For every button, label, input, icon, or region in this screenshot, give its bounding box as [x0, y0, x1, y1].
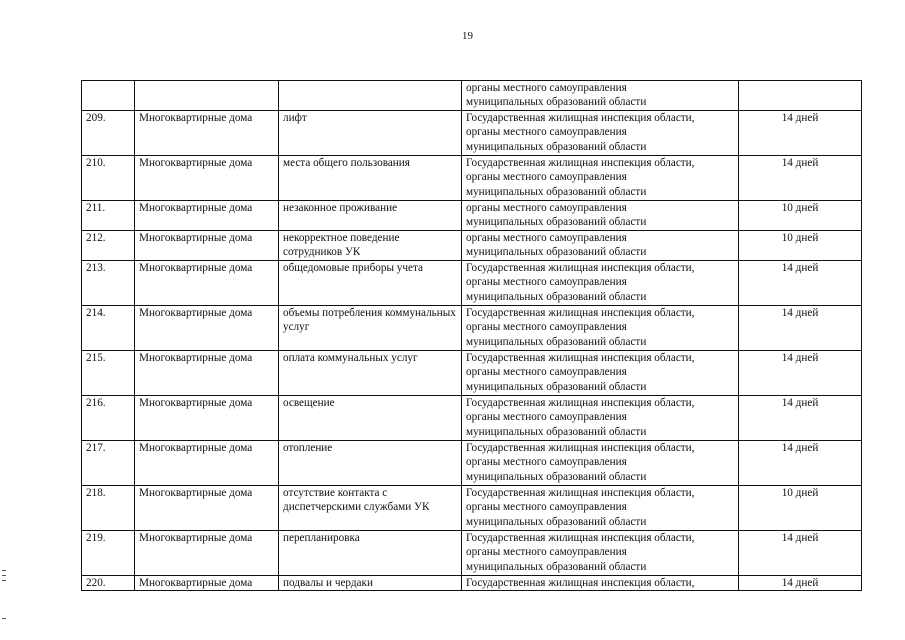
- responsible-body-cell: [462, 111, 739, 156]
- responsible-body-line: Государственная жилищная инспекция области,: [466, 442, 695, 454]
- scan-edge-mark: [2, 580, 6, 581]
- object-cell: Многоквартирные дома: [135, 111, 279, 156]
- object-cell: Многоквартирные дома: [135, 396, 279, 441]
- topic-cell: подвалы и чердаки: [279, 576, 462, 591]
- object-cell: [135, 81, 279, 111]
- responsible-body-line: Государственная жилищная инспекция области,: [466, 487, 695, 499]
- registry-table-body: [82, 81, 862, 591]
- table-row: [82, 156, 862, 201]
- table-row-continuation: [82, 81, 862, 111]
- responsible-body-line: органы местного самоуправления: [466, 126, 627, 139]
- topic-cell: незаконное проживание: [279, 201, 462, 231]
- scan-edge-mark: [2, 575, 6, 576]
- page-number: 19: [462, 30, 473, 42]
- responsible-body-line: органы местного самоуправления: [466, 546, 627, 559]
- period-cell: 10 дней: [739, 231, 862, 261]
- topic-cell: отопление: [279, 441, 462, 486]
- period-cell: 14 дней: [739, 306, 862, 351]
- responsible-body-line: муниципальных образований области: [466, 560, 647, 573]
- table-row: [82, 231, 862, 261]
- responsible-body-line: Государственная жилищная инспекция области,: [466, 307, 695, 319]
- topic-cell: освещение: [279, 396, 462, 441]
- table-row: [82, 306, 862, 351]
- period-cell: 14 дней: [739, 396, 862, 441]
- object-cell: Многоквартирные дома: [135, 156, 279, 201]
- object-cell: Многоквартирные дома: [135, 306, 279, 351]
- table-row: [82, 441, 862, 486]
- responsible-body-line: Государственная жилищная инспекция области,: [466, 532, 695, 544]
- row-number-cell: 211.: [82, 201, 135, 231]
- responsible-body-cell: [462, 231, 739, 261]
- responsible-body-line: органы местного самоуправления: [466, 366, 627, 379]
- responsible-body-line: муниципальных образований области: [466, 470, 647, 483]
- responsible-body-cell: [462, 441, 739, 486]
- responsible-body-line: муниципальных образований области: [466, 425, 647, 438]
- period-cell: 14 дней: [739, 156, 862, 201]
- responsible-body-line: муниципальных образований области: [466, 96, 647, 109]
- scan-edge-mark: [2, 570, 6, 571]
- topic-cell: оплата коммунальных услуг: [279, 351, 462, 396]
- period-cell: 14 дней: [739, 441, 862, 486]
- topic-cell: перепланировка: [279, 531, 462, 576]
- topic-cell: некорректное поведение сотрудников УК: [279, 231, 462, 261]
- row-number-cell: 210.: [82, 156, 135, 201]
- row-number-cell: 217.: [82, 441, 135, 486]
- responsible-body-line: Государственная жилищная инспекция области,: [466, 352, 695, 364]
- responsible-body-line: Государственная жилищная инспекция области,: [466, 397, 695, 409]
- responsible-body-line: органы местного самоуправления: [466, 171, 627, 184]
- table-row: [82, 396, 862, 441]
- responsible-body-line: Государственная жилищная инспекция области,: [466, 112, 695, 124]
- row-number-cell: 214.: [82, 306, 135, 351]
- object-cell: Многоквартирные дома: [135, 576, 279, 591]
- object-cell: Многоквартирные дома: [135, 201, 279, 231]
- scan-edge-mark: [2, 618, 6, 619]
- table-row: [82, 261, 862, 306]
- row-number-cell: [82, 81, 135, 111]
- registry-table: [81, 80, 862, 591]
- responsible-body-line: органы местного самоуправления: [466, 501, 627, 514]
- responsible-body-line: органы местного самоуправления: [466, 321, 627, 334]
- period-cell: 14 дней: [739, 111, 862, 156]
- period-cell: 14 дней: [739, 531, 862, 576]
- responsible-body-cell: [462, 396, 739, 441]
- table-row: [82, 531, 862, 576]
- responsible-body-cell: [462, 351, 739, 396]
- topic-cell: объемы потребления коммунальных услуг: [279, 306, 462, 351]
- topic-cell: лифт: [279, 111, 462, 156]
- object-cell: Многоквартирные дома: [135, 231, 279, 261]
- object-cell: Многоквартирные дома: [135, 261, 279, 306]
- table-row: [82, 201, 862, 231]
- responsible-body-line: органы местного самоуправления: [466, 232, 627, 244]
- responsible-body-line: муниципальных образований области: [466, 185, 647, 198]
- period-cell: 14 дней: [739, 576, 862, 591]
- row-number-cell: 209.: [82, 111, 135, 156]
- row-number-cell: 213.: [82, 261, 135, 306]
- responsible-body-line: Государственная жилищная инспекция области,: [466, 157, 695, 169]
- topic-cell: места общего пользования: [279, 156, 462, 201]
- topic-cell: [279, 81, 462, 111]
- table-row: [82, 486, 862, 531]
- table-row: [82, 111, 862, 156]
- responsible-body-cell: [462, 201, 739, 231]
- row-number-cell: 219.: [82, 531, 135, 576]
- responsible-body-line: муниципальных образований области: [466, 246, 647, 259]
- responsible-body-line: органы местного самоуправления: [466, 456, 627, 469]
- period-cell: 14 дней: [739, 351, 862, 396]
- topic-cell: общедомовые приборы учета: [279, 261, 462, 306]
- table-row: [82, 576, 862, 591]
- period-cell: 14 дней: [739, 261, 862, 306]
- responsible-body-line: Государственная жилищная инспекция области,: [466, 262, 695, 274]
- object-cell: Многоквартирные дома: [135, 351, 279, 396]
- row-number-cell: 215.: [82, 351, 135, 396]
- responsible-body-line: органы местного самоуправления: [466, 411, 627, 424]
- row-number-cell: 218.: [82, 486, 135, 531]
- topic-cell: отсутствие контакта с диспетчерскими службами УК: [279, 486, 462, 531]
- responsible-body-line: муниципальных образований области: [466, 140, 647, 153]
- responsible-body-line: муниципальных образований области: [466, 290, 647, 303]
- responsible-body-cell: [462, 576, 739, 591]
- row-number-cell: 216.: [82, 396, 135, 441]
- responsible-body-cell: [462, 156, 739, 201]
- responsible-body-cell: [462, 531, 739, 576]
- object-cell: Многоквартирные дома: [135, 486, 279, 531]
- object-cell: Многоквартирные дома: [135, 441, 279, 486]
- period-cell: 10 дней: [739, 201, 862, 231]
- responsible-body-line: муниципальных образований области: [466, 216, 647, 229]
- responsible-body-cell: [462, 306, 739, 351]
- row-number-cell: 212.: [82, 231, 135, 261]
- responsible-body-line: муниципальных образований области: [466, 515, 647, 528]
- object-cell: Многоквартирные дома: [135, 531, 279, 576]
- row-number-cell: 220.: [82, 576, 135, 591]
- responsible-body-line: органы местного самоуправления: [466, 276, 627, 289]
- responsible-body-cell: [462, 486, 739, 531]
- responsible-body-cell: [462, 81, 739, 111]
- period-cell: [739, 81, 862, 111]
- table-row: [82, 351, 862, 396]
- responsible-body-line: муниципальных образований области: [466, 335, 647, 348]
- responsible-body-line: органы местного самоуправления: [466, 82, 627, 94]
- responsible-body-cell: [462, 261, 739, 306]
- period-cell: 10 дней: [739, 486, 862, 531]
- responsible-body-line: муниципальных образований области: [466, 380, 647, 393]
- responsible-body-line: Государственная жилищная инспекция области,: [466, 577, 695, 589]
- responsible-body-line: органы местного самоуправления: [466, 202, 627, 214]
